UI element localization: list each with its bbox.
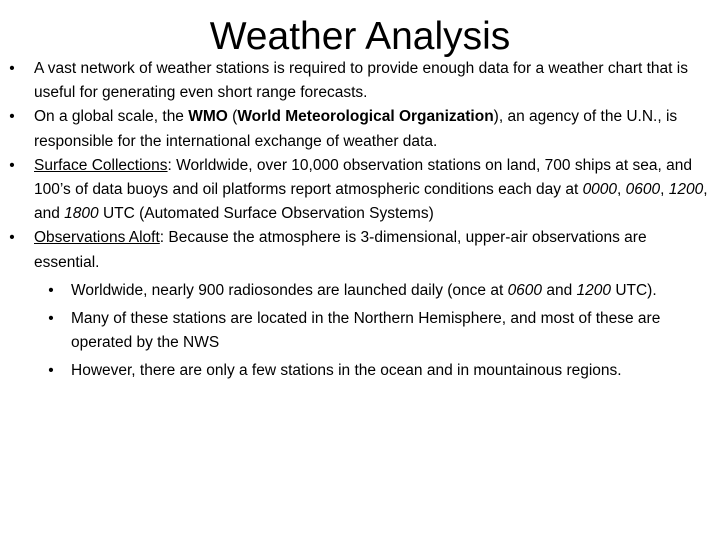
sub-bullet-text-post: UTC). [611,281,657,299]
bullet-list [10,57,715,384]
bullet-marker: • [9,60,15,77]
time-1200: 1200 [576,281,612,299]
bullet-text-mid: ( [227,108,238,126]
time-1200: 1200 [668,181,704,199]
observations-aloft-heading: Observations Aloft [34,229,160,247]
sub-bullet-text: Many of these stations are located in the Northern Hemisphere, and most of these are operated by the NWS [71,310,661,352]
separator: , [660,181,669,199]
sub-bullet-text-mid: and [542,281,577,299]
time-0600: 0600 [625,181,661,199]
sub-bullet-text: However, there are only a few stations in the ocean and in mountainous regions. [71,362,622,380]
separator: , and [34,181,708,223]
wmo-full-name: World Meteorological Organization [237,108,494,126]
bullet-marker: • [48,281,54,299]
time-0000: 0000 [582,181,618,199]
bullet-marker: • [48,362,54,380]
sub-bullet-item [10,279,715,303]
bullet-text-pre: On a global scale, the [34,108,189,126]
bullet-marker: • [9,156,15,174]
sub-bullet-item [10,307,715,355]
bullet-item [10,226,715,274]
bullet-item [10,57,715,105]
bullet-text-pre: : Worldwide, over 10,000 observation stations on land, 700 ships at sea, and 100’s of data buoys and oil platforms report atmospheric conditions each day at [34,156,693,199]
time-1800: 1800 [64,205,99,223]
bullet-text: A vast network of weather stations is required to provide enough data for a weather chart that is useful for generating even short range forecasts. [34,60,688,102]
bullet-marker: • [9,108,15,126]
slide-title: Weather Analysis [209,15,511,58]
separator: , [617,181,626,199]
surface-collections-heading: Surface Collections [34,156,168,174]
bullet-marker: • [9,229,15,247]
bullet-text-post: ), an agency of the U.N., is responsible for the international exchange of weather data. [34,108,678,150]
sub-bullet-text-pre: Worldwide, nearly 900 radiosondes are launched daily (once at [71,281,508,299]
bullet-item [10,105,715,153]
wmo-acronym: WMO [188,108,228,126]
sub-bullet-item [10,359,715,383]
bullet-marker: • [48,310,54,328]
bullet-item [10,154,715,227]
time-0600: 0600 [507,281,543,299]
bullet-text-post: : Because the atmosphere is 3-dimensional, upper-air observations are essential. [34,229,647,271]
bullet-text-post: UTC (Automated Surface Observation Systems) [98,205,434,223]
